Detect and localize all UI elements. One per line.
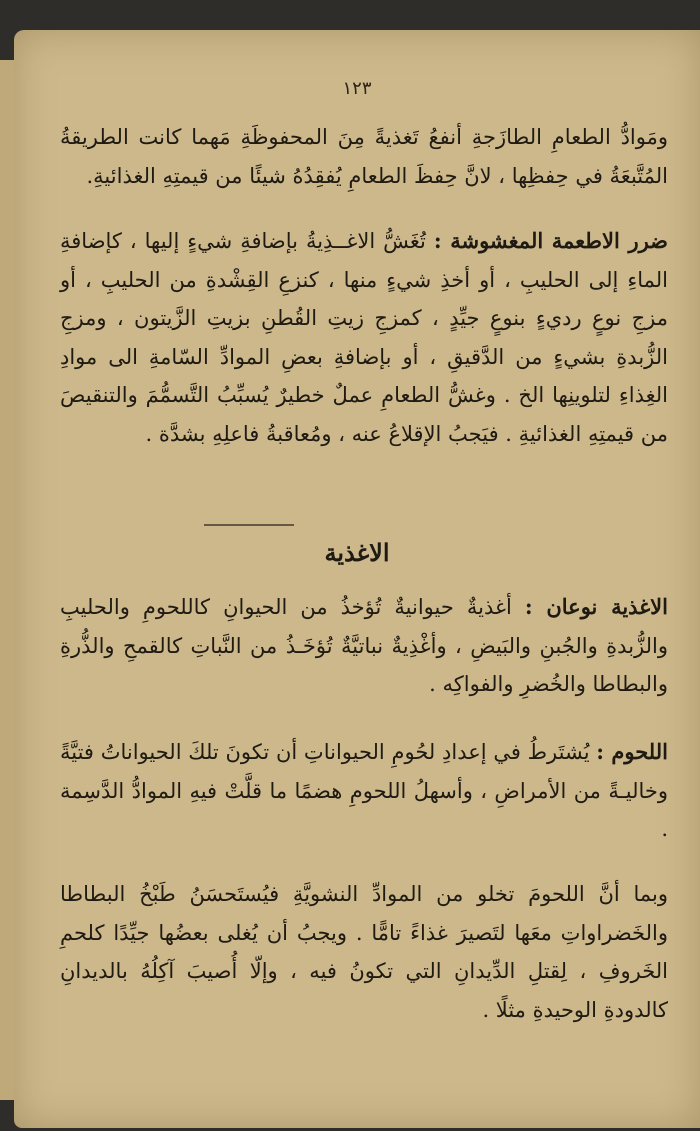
page-edge [0, 60, 14, 1100]
paragraph-fresh-food [60, 118, 668, 195]
page-number: ١٢٣ [342, 78, 372, 99]
paragraph-food-types [60, 588, 668, 704]
paragraph-lead: اللحوم : [596, 739, 668, 764]
paragraph-text: وبما أنَّ اللحومَ تخلو من الموادِّ النشويَّةِ فيُستَحسَنُ طَبْخُ البطاطا والخَضراواتِ معَها لتَصيرَ غذاءً تامًّا . ويجبُ أن يُغلى بعضُها جيِّدًا كلحمِ الخَروفِ ، لِقتلِ الدِّيدانِ التي تكونُ فيه ، وإلّا أُصيبَ آكِلُهُ بالديدانِ كالدودةِ الوحيدةِ مثلًا . [60, 882, 668, 1022]
paragraph-adulterated-food [60, 222, 668, 454]
section-divider [204, 524, 294, 526]
paragraph-text: تُغَشُّ الاغــذِيةُ بإضافةِ شيءٍ إليها ، كإضافةِ الماءِ إلى الحليبِ ، أو أخذِ شيءٍ منها ، كنزعِ القِشْدةِ من الحليبِ ، أو مزجِ نوعٍ رديءٍ بنوعٍ جيِّدٍ ، كمزجِ زيتِ القُطنِ بزيتِ الزَّيتون ، ومزجِ الزُّبدةِ بشيءٍ من الدَّقيقِ ، أو بإضافةِ بعضِ الموادِّ السّامةِ الى موادِ الغِذاءِ لتلوينِها الخ . وغشُّ الطعامِ عملٌ خطيرٌ يُسبِّبُ التَّسمُّمَ والتنقيصَ من قيمتِهِ الغذائيةِ . فيَجبُ الإقلاعُ عنه ، ومُعاقبةُ فاعلِهِ بشدَّة . [60, 229, 668, 446]
paragraph-lead: ضرر الاطعمة المغشوشة : [433, 228, 669, 253]
paragraph-text: ومَوادُّ الطعامِ الطازَجةِ أنفعُ تَغذيةً مِنَ المحفوظَةِ مَهما كانت الطريقةُ المُتَّبعَةُ في حِفظِها ، لانَّ حِفظَ الطعامِ يُفقِدُهُ شيئًا من قيمتِهِ الغذائيةِ. [60, 125, 668, 188]
paragraph-meats [60, 733, 668, 849]
paragraph-lead: الاغذية نوعان : [524, 594, 668, 619]
section-heading: الاغذية [324, 538, 390, 567]
book-page [14, 30, 700, 1128]
paragraph-text: أغذيةٌ حيوانيةٌ تُؤخذُ من الحيوانِ كاللحومِ والحليبِ والزُّبدةِ والجُبنِ والبَيضِ ، وأغْذِيةٌ نباتيَّةٌ تُؤخَـذُ من النَّباتِ كالقمحِ والذُّرةِ والبطاطا والخُضرِ والفواكِه . [60, 595, 668, 697]
paragraph-text: يُشتَرطُ في إعدادِ لحُومِ الحيواناتِ أن تكونَ تلكَ الحيواناتُ فتيَّةً وخاليـةً من الأمراضِ ، وأسهلُ اللحومِ هضمًا ما قلَّتْ فيهِ الموادُّ الدَّسِمة . [60, 740, 668, 842]
paragraph-cooking-meat [60, 875, 668, 1029]
